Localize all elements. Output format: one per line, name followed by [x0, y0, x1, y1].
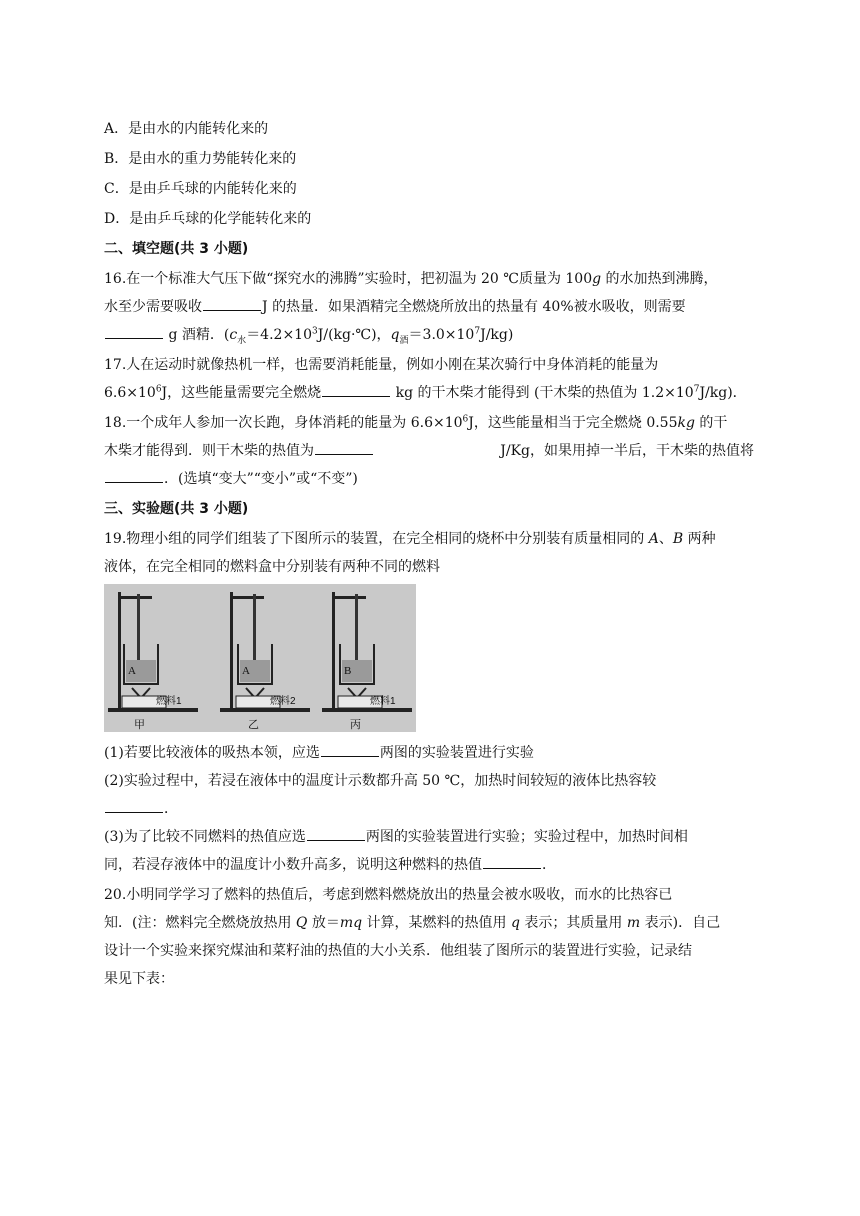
question-16 [104, 268, 754, 346]
q17-line1: 17.人在运动时就像热机一样，也需要消耗能量，例如小刚在某次骑行中身体消耗的能量为 [104, 357, 659, 373]
q18-line1: 18.一个成年人参加一次长跑，身体消耗的能量为 $6.6\times 10^6J$，这些能量相当于完全燃烧 0.55kg 的干 [104, 414, 728, 431]
q16-line2: 水至少需要吸收 J 的热量．如果酒精完全燃烧所放出的热量有 40%被水吸收，则需要 [104, 296, 754, 318]
section-heading-fill-blank: 二、填空题(共 3 小题) [104, 241, 249, 257]
q20-line1: 20.小明同学学习了燃料的热值后，考虑到燃料燃烧放出的热量会被水吸收，而水的比热容已 [104, 887, 673, 903]
q16-line3: g 酒精．($c_水=4.2\times 10^3J/(kg\cdot℃)$，$q_酒=3.0\times 10^7J/kg$) [104, 324, 754, 346]
option-b: B．是由水的重力势能转化来的 [104, 151, 297, 167]
q18-line2: 木柴才能得到．则干木柴的热值为 J/Kg，如果用掉一半后，干木柴的热值将 [104, 440, 754, 462]
q19-part3-line1: (3)为了比较不同燃料的热值应选 两图的实验装置进行实验；实验过程中，加热时间相 [104, 826, 754, 848]
fuel-label: 燃料1 [370, 696, 396, 707]
q20-line3: 设计一个实验来探究煤油和菜籽油的热值的大小关系．他组装了图所示的装置进行实验，记录结 [104, 943, 692, 959]
q19-line2: 液体，在完全相同的燃料盒中分别装有两种不同的燃料 [104, 559, 440, 575]
answer-blank[interactable] [315, 440, 373, 455]
question-20 [104, 884, 754, 990]
option-d: D．是由乒乓球的化学能转化来的 [104, 211, 312, 227]
answer-blank[interactable] [483, 854, 541, 869]
answer-blank[interactable] [321, 742, 379, 757]
q19-part2: (2)实验过程中，若浸在液体中的温度计示数都升高 50 ℃，加热时间较短的液体比热容较 [104, 773, 657, 789]
answer-blank[interactable] [307, 826, 365, 841]
beaker-label: A [128, 665, 136, 677]
fuel-label: 燃料1 [156, 696, 182, 707]
q20-line2: 知．(注：燃料完全燃烧放热用 Q 放＝mq 计算，某燃料的热值用 q 表示；其质量用 m 表示)．自己 [104, 915, 721, 931]
answer-blank[interactable] [105, 468, 163, 483]
q19-part1: (1)若要比较液体的吸热本领，应选 两图的实验装置进行实验 [104, 742, 754, 764]
apparatus-bing [322, 592, 412, 731]
question-18 [104, 412, 754, 490]
option-c: C．是由乒乓球的内能转化来的 [104, 181, 297, 197]
section-heading-experiment: 三、实验题(共 3 小题) [104, 501, 249, 517]
q20-line4: 果见下表： [104, 971, 174, 987]
apparatus-jia [108, 592, 198, 731]
beaker-label: A [242, 665, 250, 677]
q18-line3: ．(选填“变大”“变小”或“不变”) [104, 468, 754, 490]
document-page [104, 118, 754, 998]
question-17 [104, 354, 754, 404]
apparatus-yi [220, 592, 310, 731]
figure-caption: 甲 [134, 719, 145, 731]
figure-caption: 乙 [248, 719, 259, 731]
option-a: A．是由水的内能转化来的 [104, 121, 269, 137]
q17-line2: $6.6\times 10^6J$，这些能量需要完全燃烧 kg 的干木柴才能得到 (干木柴的热值为 $1.2\times 10^7J/kg$)． [104, 382, 754, 404]
experiment-apparatus-figure [104, 584, 416, 732]
q19-part2-blank: ． [104, 798, 754, 820]
answer-blank[interactable] [322, 382, 390, 397]
answer-blank[interactable] [203, 296, 261, 311]
q19-line1: 19.物理小组的同学们组装了下图所示的装置，在完全相同的烧杯中分别装有质量相同的 A、B 两种 [104, 531, 716, 547]
answer-blank[interactable] [105, 798, 163, 813]
q16-line1: 16.在一个标准大气压下做“探究水的沸腾”实验时，把初温为 20 ℃质量为 100g 的水加热到沸腾， [104, 271, 718, 287]
figure-caption: 丙 [350, 719, 361, 731]
answer-blank[interactable] [105, 324, 163, 339]
q19-part3-line2: 同，若浸存液体中的温度计小数升高多，说明这种燃料的热值 ． [104, 854, 754, 876]
question-19 [104, 528, 754, 876]
beaker-label: B [344, 665, 352, 677]
fuel-label: 燃料2 [270, 696, 296, 707]
